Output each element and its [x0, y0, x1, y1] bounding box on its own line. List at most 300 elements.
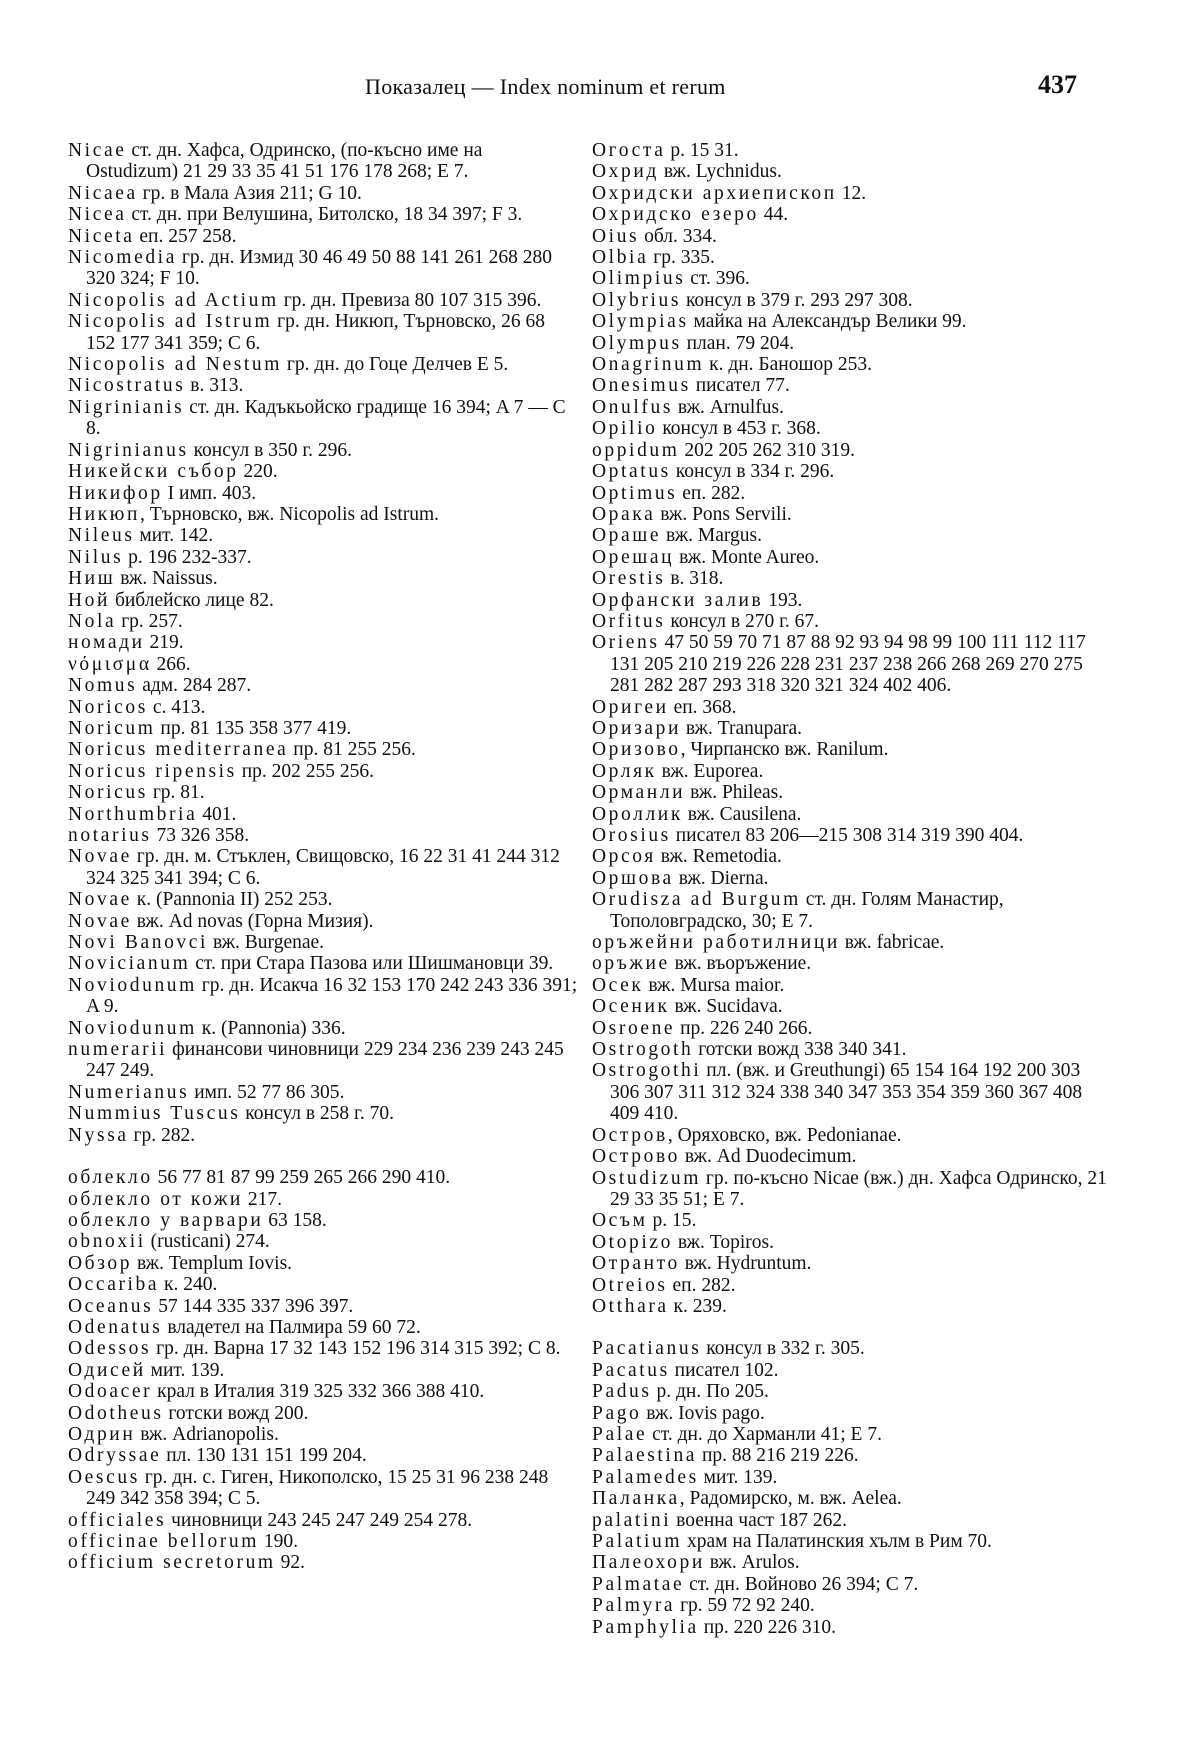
index-references: к. дн. Баношор 253.: [704, 354, 872, 376]
index-references: 12.: [836, 182, 867, 204]
index-headword: Ной: [68, 589, 111, 611]
index-headword: Обзор: [68, 1252, 133, 1274]
index-references: ст. дн. при Велушина, Битолско, 18 34 397; F 3.: [126, 204, 523, 226]
index-entry: [68, 697, 578, 718]
index-headword: Optimus: [592, 482, 678, 504]
index-entry: [592, 1168, 1112, 1211]
index-headword: Novae: [68, 846, 132, 868]
index-headword: Niceta: [68, 225, 135, 247]
index-references: р. 196 232-337.: [123, 546, 252, 568]
index-entry: [68, 1167, 578, 1188]
index-headword: Nicomedia: [68, 247, 177, 269]
index-headword: Osroene: [592, 1017, 676, 1039]
index-entry: [592, 718, 1112, 739]
index-headword: Одрин: [68, 1423, 136, 1445]
index-headword: Opilio: [592, 418, 658, 440]
index-references: в. 318.: [665, 568, 724, 590]
index-entry: [592, 1210, 1112, 1231]
index-headword: Palamedes: [592, 1466, 699, 1488]
index-headword: оръжейни работилници: [592, 932, 840, 954]
index-headword: Nicostratus: [68, 375, 186, 397]
index-references: мит. 142.: [134, 525, 214, 547]
index-references: 219.: [144, 632, 184, 654]
index-headword: Novicianum: [68, 953, 191, 975]
index-entry: [68, 461, 578, 482]
index-references: гр. дн. Исакча 16 32 153 170 242 243 336 391; A 9.: [86, 974, 578, 1018]
index-references: к. (Pannonia) 336.: [196, 1017, 346, 1039]
index-references: еп. 368.: [668, 696, 737, 718]
index-headword: Орешац: [592, 546, 675, 568]
index-entry: [592, 846, 1112, 867]
index-entry: [68, 247, 578, 290]
index-references: вж. Ad novas (Горна Мизия).: [131, 910, 374, 932]
index-references: гр. дн. Варна 17 32 143 152 196 314 315 392; C 8.: [151, 1338, 561, 1360]
index-references: мит. 139.: [145, 1359, 225, 1381]
index-entry: [592, 1125, 1112, 1146]
index-headword: Nicopolis ad Nestum: [68, 354, 283, 376]
index-references: финансови чиновници 229 234 236 239 243 245 247 249.: [86, 1039, 564, 1082]
index-references: , Оряховско, вж. Pedonianae.: [667, 1124, 902, 1146]
index-headword: Орманли: [592, 782, 686, 804]
index-headword: Pamphylia: [592, 1616, 699, 1638]
index-headword: Olbia: [592, 247, 649, 269]
index-references: еп. 282.: [677, 482, 746, 504]
index-headword: облекло от кожи: [68, 1188, 243, 1210]
index-entry: [592, 418, 1112, 439]
index-headword: облекло у варвари: [68, 1209, 264, 1231]
index-headword: Olimpius: [592, 268, 686, 290]
index-entry: [68, 354, 578, 375]
index-headword: Nigrinianus: [68, 439, 189, 461]
index-entry: [68, 1381, 578, 1402]
index-entry: [592, 611, 1112, 632]
index-references: писател 102.: [669, 1359, 779, 1381]
index-entry: [592, 1275, 1112, 1296]
index-headword: Отранто: [592, 1253, 680, 1275]
index-headword: Nicopolis ad Istrum: [68, 311, 273, 333]
index-entry: [68, 1189, 578, 1210]
index-headword: officiales: [68, 1509, 167, 1531]
index-entry: [68, 1253, 578, 1274]
index-references: 190.: [259, 1531, 299, 1552]
index-entry: [592, 290, 1112, 311]
index-entry: [68, 183, 578, 204]
index-references: пр. 202 255 256.: [236, 760, 375, 782]
index-headword: Padus: [592, 1381, 652, 1403]
index-references: вж. Sucidava.: [669, 996, 783, 1018]
index-headword: officium secretorum: [68, 1552, 276, 1574]
index-references: в. 313.: [185, 375, 244, 397]
index-references: консул в 332 г. 305.: [701, 1338, 865, 1360]
index-entry: [592, 525, 1112, 546]
index-headword: Оризари: [592, 717, 682, 739]
index-headword: Nicopolis ad Actium: [68, 289, 279, 311]
index-entry: [68, 1338, 578, 1359]
index-references: вж. Phileas.: [685, 782, 784, 804]
index-entry: [592, 697, 1112, 718]
index-headword: Novae: [68, 889, 132, 911]
index-entry: [68, 375, 578, 396]
index-entry: [592, 1360, 1112, 1381]
index-headword: numerarii: [68, 1039, 168, 1061]
index-headword: Pago: [592, 1402, 642, 1424]
index-entry: [68, 654, 578, 675]
index-entry: [592, 1039, 1112, 1060]
index-entry: [592, 204, 1112, 225]
index-headword: Ораше: [592, 525, 662, 547]
index-entry: [592, 804, 1112, 825]
index-entry: [592, 1488, 1112, 1509]
index-references: вж. Hydruntum.: [679, 1253, 812, 1275]
index-headword: Novae: [68, 910, 132, 932]
index-entry: [592, 1146, 1112, 1167]
index-entry: [68, 911, 578, 932]
index-headword: Palmatae: [592, 1573, 685, 1595]
index-headword: Nicaea: [68, 182, 138, 204]
index-entry: [68, 1424, 578, 1445]
index-entry: [592, 1445, 1112, 1466]
index-entry: [592, 311, 1112, 332]
index-headword: Огоста: [592, 140, 666, 161]
index-references: р. дн. По 205.: [651, 1381, 769, 1403]
index-headword: Nicea: [68, 204, 127, 226]
index-headword: officinae bellorum: [68, 1531, 260, 1552]
index-headword: Одисей: [68, 1359, 146, 1381]
index-headword: Оризово: [592, 739, 681, 761]
index-entry: [68, 204, 578, 225]
index-headword: Никифор: [68, 482, 163, 504]
index-references: гр. 81.: [147, 782, 205, 804]
index-references: гр. дн. м. Стъклен, Свищовско, 16 22 31 41 244 312 324 325 341 394; C 6.: [86, 846, 560, 889]
index-entry: [68, 718, 578, 739]
index-headword: Northumbria: [68, 803, 198, 825]
index-references: мит. 139.: [698, 1466, 778, 1488]
index-headword: Occariba: [68, 1274, 160, 1296]
index-headword: Orfitus: [592, 610, 666, 632]
index-headword: Pacatus: [592, 1359, 670, 1381]
index-references: (rusticani) 274.: [145, 1231, 270, 1253]
index-entry: [592, 1424, 1112, 1445]
index-references: 217.: [242, 1188, 282, 1210]
index-entry: [592, 1617, 1112, 1638]
index-entry: [68, 1403, 578, 1424]
index-headword: Осек: [592, 974, 644, 996]
index-references: крал в Италия 319 325 332 366 388 410.: [152, 1381, 485, 1403]
index-references: консул в 350 г. 296.: [188, 439, 353, 461]
index-references: план. 79 204.: [681, 332, 795, 354]
index-entry: [68, 1531, 578, 1552]
index-entry: [592, 268, 1112, 289]
index-entry: [68, 397, 578, 440]
index-entry: [592, 1467, 1112, 1488]
index-references: , Чирпанско вж. Ranilum.: [680, 739, 889, 761]
page-header: [0, 66, 1200, 106]
index-headword: Nilus: [68, 546, 124, 568]
index-references: 202 205 262 310 319.: [679, 439, 856, 461]
index-headword: Orudisza ad Burgum: [592, 889, 801, 911]
index-headword: Olympus: [592, 332, 682, 354]
index-headword: Осеник: [592, 996, 670, 1018]
index-references: 47 50 59 70 71 87 88 92 93 94 98 99 100 111 112 117 131 205 210 219 226 228 231 237 238 266 268 269 270 275 281 282 287 293 318 320 321 324 402 406.: [610, 632, 1086, 697]
index-references: военна част 187 262.: [671, 1509, 848, 1531]
index-entry: [592, 868, 1112, 889]
index-entry: [592, 632, 1112, 696]
index-entry: [592, 440, 1112, 461]
index-references: ст. дн. до Харманли 41; E 7.: [647, 1423, 882, 1445]
index-references: ст. при Стара Пазова или Шишмановци 39.: [190, 953, 554, 975]
index-headword: Oceanus: [68, 1295, 154, 1317]
index-entry: [68, 1018, 578, 1039]
index-entry: [68, 1445, 578, 1466]
index-headword: Noricos: [68, 696, 148, 718]
index-references: вж. Euporea.: [656, 760, 764, 782]
index-references: ст. дн. Войново 26 394; C 7.: [684, 1573, 919, 1595]
index-entry: [68, 932, 578, 953]
index-headword: Noricus mediterranea: [68, 739, 289, 761]
index-headword: Никейски събор: [68, 461, 239, 483]
index-references: готски вожд 338 340 341.: [693, 1039, 907, 1061]
index-headword: Palatium: [592, 1531, 683, 1552]
index-references: I имп. 403.: [162, 482, 257, 504]
index-references: 63 158.: [263, 1209, 327, 1231]
index-headword: Орсоя: [592, 846, 656, 868]
index-headword: Olympias: [592, 311, 689, 333]
index-entry: [592, 247, 1112, 268]
index-references: гр. дн. Никюп, Търновско, 26 68 152 177 341 359; C 6.: [86, 311, 546, 354]
index-entry: [68, 290, 578, 311]
index-references: адм. 284 287.: [137, 675, 252, 697]
index-headword: Острово: [592, 1146, 681, 1168]
index-references: ст. дн. Голям Манастир, Тополовградско, 30; E 7.: [610, 889, 1004, 932]
index-headword: номади: [68, 632, 145, 654]
index-headword: Odenatus: [68, 1316, 163, 1338]
index-headword: Никюп: [68, 503, 140, 525]
index-entry: [592, 1060, 1112, 1124]
index-entry: [592, 226, 1112, 247]
index-entry: [592, 1595, 1112, 1616]
index-entry: [68, 483, 578, 504]
index-entry: [68, 1317, 578, 1338]
index-headword: Orosius: [592, 825, 671, 846]
index-headword: Oescus: [68, 1466, 140, 1488]
index-references: имп. 52 77 86 305.: [189, 1081, 345, 1103]
index-entry: [68, 804, 578, 825]
index-headword: Onagrinum: [592, 354, 705, 376]
index-references: вж. Adrianopolis.: [135, 1423, 279, 1445]
index-entry: [592, 782, 1112, 803]
index-entry: [592, 547, 1112, 568]
index-references: к. 239.: [668, 1295, 727, 1317]
index-headword: Odotheus: [68, 1402, 164, 1424]
index-entry: [592, 1253, 1112, 1274]
index-headword: Оригеи: [592, 696, 669, 718]
index-headword: Noricus ripensis: [68, 760, 237, 782]
index-entry: [592, 825, 1112, 846]
index-references: еп. 257 258.: [134, 225, 237, 247]
index-entry: [68, 1510, 578, 1531]
index-entry: [68, 761, 578, 782]
index-references: гр. 59 72 92 240.: [675, 1595, 815, 1617]
index-entry: [68, 632, 578, 653]
index-headword: Nyssa: [68, 1124, 129, 1146]
index-column-right: [592, 140, 1112, 1638]
index-references: готски вожд 200.: [163, 1402, 309, 1424]
index-headword: Ostudizum: [592, 1167, 701, 1189]
index-headword: Ниш: [68, 568, 116, 590]
index-references: 193.: [763, 589, 803, 611]
index-references: вж. Mursa maior.: [643, 974, 785, 996]
index-headword: облекло: [68, 1167, 153, 1189]
index-references: вж. Remetodia.: [655, 846, 782, 868]
index-references: пр. 88 216 219 226.: [697, 1445, 859, 1467]
index-references: ст. дн. Хафса, Одринско, (по-късно име на Ostudizum) 21 29 33 35 41 51 176 178 268; E 7.: [86, 140, 483, 183]
index-references: храм на Палатинския хълм в Рим 70.: [682, 1531, 992, 1552]
index-entry: [592, 761, 1112, 782]
index-headword: Nigrinianis: [68, 396, 185, 418]
index-entry: [68, 975, 578, 1018]
index-entry: [68, 782, 578, 803]
index-references: к. (Pannonia II) 252 253.: [131, 889, 333, 911]
index-headword: Nicae: [68, 140, 127, 161]
index-references: гр. дн. Измид 30 46 49 50 88 141 261 268 280 320 324; F 10.: [86, 247, 553, 290]
index-headword: Orestis: [592, 568, 666, 590]
index-entry: [68, 1039, 578, 1082]
index-headword: notarius: [68, 825, 152, 846]
index-entry: [592, 953, 1112, 974]
index-references: гр. дн. до Гоце Делчев E 5.: [282, 354, 509, 376]
index-references: чиновници 243 245 247 249 254 278.: [166, 1509, 473, 1531]
index-headword: Novi Banovci: [68, 932, 209, 954]
index-references: ст. дн. Кадъкьойско градище 16 394; A 7 — C 8.: [86, 396, 566, 440]
index-references: вж. Arulos.: [704, 1552, 800, 1574]
index-references: гр. 335.: [648, 247, 715, 269]
index-headword: obnoxii: [68, 1231, 146, 1253]
index-references: еп. 282.: [667, 1274, 736, 1296]
index-entry: [592, 889, 1112, 932]
index-headword: Орфански залив: [592, 589, 764, 611]
index-entry: [592, 183, 1112, 204]
index-entry: [592, 140, 1112, 161]
index-references: 220.: [238, 461, 278, 483]
index-entry: [68, 739, 578, 760]
index-references: обл. 334.: [639, 225, 717, 247]
index-headword: Охридски архиепископ: [592, 182, 837, 204]
index-entry: [592, 739, 1112, 760]
index-headword: Onesimus: [592, 375, 691, 397]
index-references: майка на Александър Велики 99.: [688, 311, 967, 333]
index-headword: Noviodunum: [68, 974, 197, 996]
index-references: , Търновско, вж. Nicopolis ad Istrum.: [140, 503, 440, 525]
index-entry: [592, 996, 1112, 1017]
index-references: вж. Templum Iovis.: [132, 1252, 293, 1274]
index-headword: νόμισμα: [68, 653, 152, 675]
index-entry: [68, 846, 578, 889]
index-references: вж. въоръжение.: [669, 953, 812, 975]
index-headword: Numerianus: [68, 1081, 190, 1103]
index-column-left: [68, 140, 578, 1574]
index-entry: [68, 440, 578, 461]
index-entry: [68, 1125, 578, 1146]
index-references: р. 15.: [647, 1210, 697, 1232]
index-headword: Otopizo: [592, 1231, 674, 1253]
index-entry: [68, 590, 578, 611]
index-references: 73 326 358.: [151, 825, 250, 846]
index-headword: Noricum: [68, 717, 156, 739]
index-references: с. 413.: [147, 696, 206, 718]
index-references: ст. 396.: [685, 268, 750, 290]
index-headword: oppidum: [592, 439, 680, 461]
index-entry: [592, 1232, 1112, 1253]
index-entry: [592, 354, 1112, 375]
index-headword: Palaestina: [592, 1445, 698, 1467]
index-headword: Pacatianus: [592, 1338, 702, 1360]
page-number: 437: [1038, 70, 1077, 99]
index-headword: Odessos: [68, 1338, 152, 1360]
index-references: консул в 379 г. 293 297 308.: [681, 289, 913, 311]
index-headword: Noviodunum: [68, 1017, 197, 1039]
index-entry: [592, 1018, 1112, 1039]
index-references: консул в 334 г. 296.: [670, 461, 835, 483]
index-headword: Nola: [68, 610, 117, 632]
index-headword: Odryssae: [68, 1445, 162, 1467]
index-entry: [592, 932, 1112, 953]
index-references: гр. в Мала Азия 211; G 10.: [137, 182, 362, 204]
index-entry: [68, 1274, 578, 1295]
index-entry: [68, 1360, 578, 1381]
index-entry: [68, 675, 578, 696]
index-headword: Орляк: [592, 760, 657, 782]
index-headword: Остров: [592, 1124, 668, 1146]
index-entry: [68, 1210, 578, 1231]
index-entry: [592, 1296, 1112, 1317]
index-references: вж. fabricae.: [839, 932, 945, 954]
index-entry: [592, 333, 1112, 354]
section-gap: [592, 1317, 1112, 1338]
index-entry: [68, 311, 578, 354]
index-references: консул в 258 г. 70.: [240, 1103, 394, 1125]
index-headword: Nomus: [68, 675, 138, 697]
index-references: вж. Burgenae.: [208, 932, 325, 954]
index-headword: Ороллик: [592, 803, 683, 825]
index-headword: Охрид: [592, 161, 659, 183]
index-headword: Oius: [592, 225, 640, 247]
index-headword: Noricus: [68, 782, 148, 804]
index-entry: [68, 1552, 578, 1573]
index-references: гр. 257.: [116, 610, 183, 632]
index-entry: [68, 611, 578, 632]
index-references: вж. Lychnidus.: [658, 161, 782, 183]
index-references: библейско лице 82.: [110, 589, 274, 611]
index-entry: [592, 1552, 1112, 1573]
index-entry: [68, 1103, 578, 1124]
index-headword: Ostrogothi: [592, 1060, 702, 1082]
index-references: гр. 282.: [128, 1124, 196, 1146]
index-headword: Otthara: [592, 1295, 669, 1317]
index-entry: [592, 1574, 1112, 1595]
index-references: консул в 453 г. 368.: [657, 418, 821, 440]
index-headword: Nileus: [68, 525, 135, 547]
index-references: вж. Causilena.: [682, 803, 802, 825]
index-entry: [68, 1231, 578, 1252]
index-headword: Oriens: [592, 632, 660, 654]
index-references: пл. (вж. и Greuthungi) 65 154 164 192 200 303 306 307 311 312 324 338 340 347 353 354 359 360 367 408 409 410.: [610, 1060, 1083, 1125]
index-references: 266.: [151, 653, 191, 675]
index-entry: [68, 1296, 578, 1317]
index-entry: [592, 397, 1112, 418]
index-headword: Ostrogoth: [592, 1039, 694, 1061]
index-references: вж. Tranupara.: [681, 717, 803, 739]
index-entry: [68, 1467, 578, 1510]
